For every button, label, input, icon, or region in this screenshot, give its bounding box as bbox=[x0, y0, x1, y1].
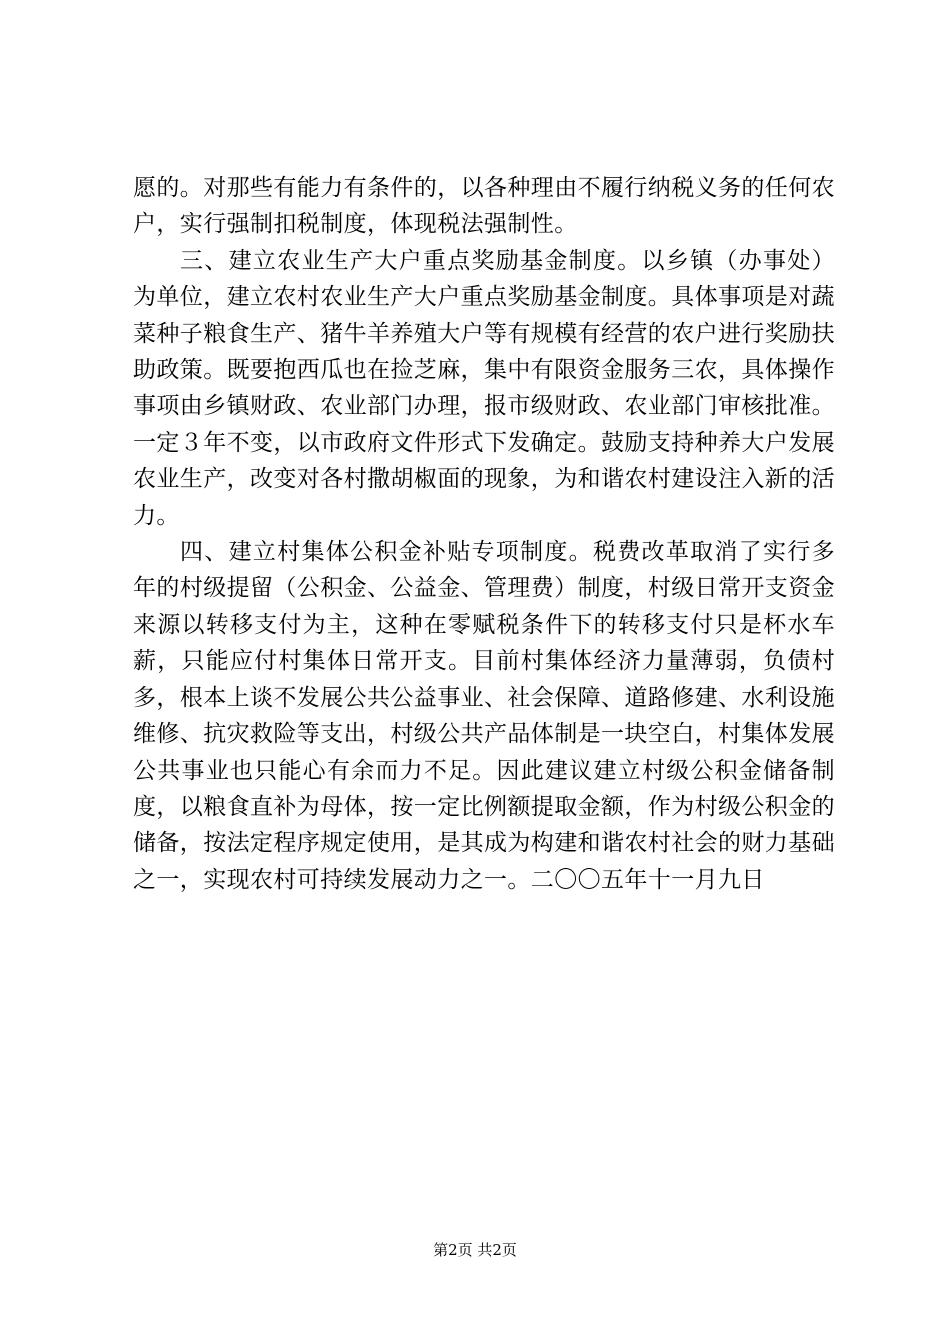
paragraph-section-three: 三、建立农业生产大户重点奖励基金制度。以乡镇（办事处）为单位，建立农村农业生产大户重点奖励基金制度。具体事项是对蔬菜种子粮食生产、猪牛羊养殖大户等有规模有经营的农户进行奖励扶助政策。既要抱西瓜也在捡芝麻，集中有限资金服务三农，具体操作事项由乡镇财政、农业部门办理，报市级财政、农业部门审核批准。一定３年不变，以市政府文件形式下发确定。鼓励支持种养大户发展农业生产，改变对各村撒胡椒面的现象，为和谐农村建设注入新的活力。 bbox=[133, 247, 835, 529]
page-footer: 第2页 共2页 bbox=[433, 1241, 517, 1259]
paragraph-continuation: 愿的。对那些有能力有条件的，以各种理由不履行纳税义务的任何农户，实行强制扣税制度，体现税法强制性。 bbox=[133, 175, 835, 238]
paragraph-section-four: 四、建立村集体公积金补贴专项制度。税费改革取消了实行多年的村级提留（公积金、公益金、管理费）制度，村级日常开支资金来源以转移支付为主，这种在零赋税条件下的转移支付只是杯水车薪，只能应付村集体日常开支。目前村集体经济力量薄弱，负债村多，根本上谈不发展公共公益事业、社会保障、道路修建、水利设施维修、抗灾救险等支出，村级公共产品体制是一块空白，村集体发展公共事业也只能心有余而力不足。因此建议建立村级公积金储备制度，以粮食直补为母体，按一定比例额提取金额，作为村级公积金的储备，按法定程序规定使用，是其成为构建和谐农村社会的财力基础之一，实现农村可持续发展动力之一。二〇〇五年十一月九日 bbox=[133, 539, 835, 893]
document-body bbox=[133, 170, 835, 898]
